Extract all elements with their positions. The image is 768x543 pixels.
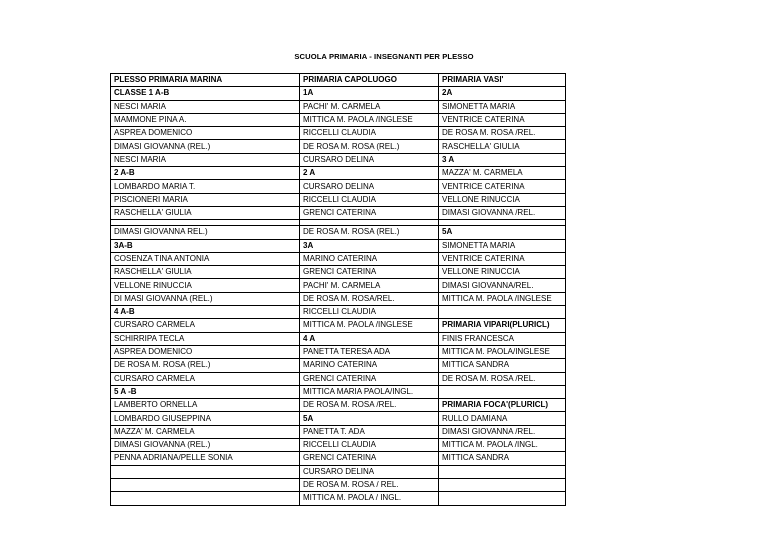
table-cell: 3A: [300, 239, 439, 252]
teachers-table-body: [111, 74, 566, 506]
table-row: [111, 100, 566, 113]
table-cell: CLASSE 1 A-B: [111, 87, 300, 100]
table-cell: FINIS FRANCESCA: [439, 332, 566, 345]
table-cell: CURSARO DELINA: [300, 153, 439, 166]
table-cell: 5 A -B: [111, 385, 300, 398]
table-cell: PISCIONERI MARIA: [111, 193, 300, 206]
table-cell: DIMASI GIOVANNA/REL.: [439, 279, 566, 292]
table-cell: RULLO DAMIANA: [439, 412, 566, 425]
table-cell: [439, 385, 566, 398]
table-cell: DE ROSA M. ROSA /REL.: [439, 372, 566, 385]
table-cell: PRIMARIA VASI': [439, 74, 566, 87]
table-cell: RASCHELLA' GIULIA: [111, 266, 300, 279]
table-cell: PRIMARIA FOCA'(PLURICL): [439, 399, 566, 412]
table-row: [111, 206, 566, 219]
table-cell: PLESSO PRIMARIA MARINA: [111, 74, 300, 87]
table-cell: NESCI MARIA: [111, 100, 300, 113]
table-cell: LAMBERTO ORNELLA: [111, 399, 300, 412]
table-cell: 2A: [439, 87, 566, 100]
table-cell: DE ROSA M. ROSA (REL.): [111, 359, 300, 372]
table-row: [111, 140, 566, 153]
table-cell: 2 A-B: [111, 167, 300, 180]
table-cell: DE ROSA M. ROSA (REL.): [300, 140, 439, 153]
table-cell: NESCI MARIA: [111, 153, 300, 166]
table-cell: MITTICA M. PAOLA/INGLESE: [439, 345, 566, 358]
table-cell: COSENZA TINA ANTONIA: [111, 252, 300, 265]
teachers-table: [110, 73, 566, 506]
table-row: [111, 425, 566, 438]
table-cell: PRIMARIA VIPARI(PLURICL): [439, 319, 566, 332]
table-cell: LOMBARDO GIUSEPPINA: [111, 412, 300, 425]
table-row: [111, 153, 566, 166]
table-cell: [439, 492, 566, 505]
table-cell: MAZZA' M. CARMELA: [439, 167, 566, 180]
table-row: [111, 266, 566, 279]
table-cell: MARINO CATERINA: [300, 252, 439, 265]
table-cell: MAZZA' M. CARMELA: [111, 425, 300, 438]
table-row: [111, 465, 566, 478]
table-cell: DIMASI GIOVANNA /REL.: [439, 425, 566, 438]
table-cell: CURSARO DELINA: [300, 465, 439, 478]
table-row: [111, 359, 566, 372]
table-cell: DI MASI GIOVANNA (REL.): [111, 292, 300, 305]
table-cell: PANETTA TERESA ADA: [300, 345, 439, 358]
table-cell: DE ROSA M. ROSA /REL.: [439, 127, 566, 140]
table-cell: DIMASI GIOVANNA /REL.: [439, 206, 566, 219]
table-cell: RICCELLI CLAUDIA: [300, 439, 439, 452]
table-cell: MITTICA SANDRA: [439, 359, 566, 372]
table-row: [111, 345, 566, 358]
table-cell: SIMONETTA MARIA: [439, 100, 566, 113]
table-cell: CURSARO CARMELA: [111, 319, 300, 332]
table-cell: [439, 478, 566, 491]
table-row: [111, 74, 566, 87]
table-cell: 5A: [300, 412, 439, 425]
table-cell: [439, 465, 566, 478]
table-cell: VELLONE RINUCCIA: [439, 193, 566, 206]
table-cell: [111, 492, 300, 505]
table-cell: 4 A-B: [111, 306, 300, 319]
table-cell: VENTRICE CATERINA: [439, 113, 566, 126]
table-cell: GRENCI CATERINA: [300, 266, 439, 279]
table-cell: RASCHELLA' GIULIA: [439, 140, 566, 153]
table-cell: [439, 306, 566, 319]
table-row: [111, 385, 566, 398]
table-cell: MITTICA SANDRA: [439, 452, 566, 465]
table-cell: RASCHELLA' GIULIA: [111, 206, 300, 219]
table-row: [111, 127, 566, 140]
table-row: [111, 87, 566, 100]
table-cell: 5A: [439, 226, 566, 239]
table-cell: VENTRICE CATERINA: [439, 180, 566, 193]
table-cell: 3 A: [439, 153, 566, 166]
table-row: [111, 319, 566, 332]
table-cell: DE ROSA M. ROSA/REL.: [300, 292, 439, 305]
table-row: [111, 292, 566, 305]
table-row: [111, 478, 566, 491]
table-cell: PENNA ADRIANA/PELLE SONIA: [111, 452, 300, 465]
table-cell: 4 A: [300, 332, 439, 345]
table-cell: MAMMONE PINA A.: [111, 113, 300, 126]
table-row: [111, 279, 566, 292]
table-cell: SCHIRRIPA TECLA: [111, 332, 300, 345]
table-cell: RICCELLI CLAUDIA: [300, 193, 439, 206]
table-row: [111, 372, 566, 385]
table-cell: DIMASI GIOVANNA (REL.): [111, 439, 300, 452]
table-cell: MITTICA M. PAOLA /INGL.: [439, 439, 566, 452]
table-cell: LOMBARDO MARIA T.: [111, 180, 300, 193]
table-row: [111, 399, 566, 412]
table-row: [111, 226, 566, 239]
table-cell: DIMASI GIOVANNA REL.): [111, 226, 300, 239]
table-cell: RICCELLI CLAUDIA: [300, 127, 439, 140]
table-cell: CURSARO DELINA: [300, 180, 439, 193]
table-cell: CURSARO CARMELA: [111, 372, 300, 385]
page-title: SCUOLA PRIMARIA - INSEGNANTI PER PLESSO: [294, 52, 474, 61]
table-cell: MITTICA M. PAOLA / INGL.: [300, 492, 439, 505]
table-cell: MARINO CATERINA: [300, 359, 439, 372]
table-cell: ASPREA DOMENICO: [111, 345, 300, 358]
table-cell: MITTICA M. PAOLA /INGLESE: [300, 319, 439, 332]
table-cell: GRENCI CATERINA: [300, 452, 439, 465]
table-row: [111, 492, 566, 505]
table-cell: 2 A: [300, 167, 439, 180]
table-cell: 1A: [300, 87, 439, 100]
table-cell: PANETTA T. ADA: [300, 425, 439, 438]
table-cell: ASPREA DOMENICO: [111, 127, 300, 140]
table-cell: GRENCI CATERINA: [300, 372, 439, 385]
table-cell: MITTICA M. PAOLA /INGLESE: [300, 113, 439, 126]
table-cell: VENTRICE CATERINA: [439, 252, 566, 265]
table-row: [111, 180, 566, 193]
table-cell: MITTICA M. PAOLA /INGLESE: [439, 292, 566, 305]
table-cell: [111, 478, 300, 491]
table-row: [111, 332, 566, 345]
table-row: [111, 306, 566, 319]
table-cell: DE ROSA M. ROSA /REL.: [300, 399, 439, 412]
table-cell: DIMASI GIOVANNA (REL.): [111, 140, 300, 153]
table-cell: RICCELLI CLAUDIA: [300, 306, 439, 319]
table-row: [111, 412, 566, 425]
table-row: [111, 439, 566, 452]
table-cell: 3A-B: [111, 239, 300, 252]
table-row: [111, 239, 566, 252]
table-cell: VELLONE RINUCCIA: [439, 266, 566, 279]
table-cell: DE ROSA M. ROSA / REL.: [300, 478, 439, 491]
table-cell: PRIMARIA CAPOLUOGO: [300, 74, 439, 87]
table-cell: DE ROSA M. ROSA (REL.): [300, 226, 439, 239]
table-cell: PACHI' M. CARMELA: [300, 279, 439, 292]
table-row: [111, 167, 566, 180]
table-cell: [111, 465, 300, 478]
table-cell: SIMONETTA MARIA: [439, 239, 566, 252]
table-cell: GRENCI CATERINA: [300, 206, 439, 219]
table-row: [111, 113, 566, 126]
table-row: [111, 452, 566, 465]
table-row: [111, 252, 566, 265]
table-cell: MITTICA MARIA PAOLA/INGL.: [300, 385, 439, 398]
table-row: [111, 193, 566, 206]
table-cell: PACHI' M. CARMELA: [300, 100, 439, 113]
table-cell: VELLONE RINUCCIA: [111, 279, 300, 292]
